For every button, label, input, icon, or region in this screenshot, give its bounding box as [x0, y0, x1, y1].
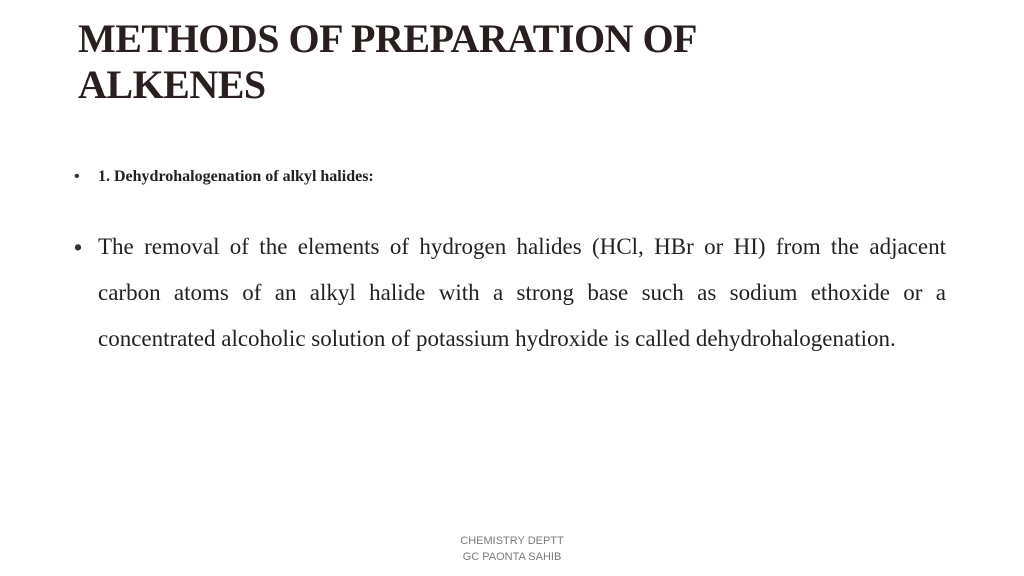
footer-department: CHEMISTRY DEPTT [460, 535, 564, 547]
slide-title: METHODS OF PREPARATION OF ALKENES [78, 16, 696, 107]
bullet-marker: • [74, 234, 83, 260]
bullet-item-heading [74, 164, 946, 190]
bullet-text: The removal of the elements of hydrogen halides (HCl, HBr or HI) from the adjacent carbon atoms of an alkyl halide with a strong base such as sodium ethoxide or a concentrated alcoholic solution of potassium hydroxide is called dehydrohalogenation. [98, 234, 946, 351]
bullet-text: 1. Dehydrohalogenation of alkyl halides: [98, 168, 374, 185]
bullet-list [74, 164, 946, 362]
bullet-marker: • [74, 168, 80, 185]
slide-footer [412, 533, 612, 565]
bullet-item-definition [74, 224, 946, 362]
footer-college: GC PAONTA SAHIB [462, 551, 562, 563]
